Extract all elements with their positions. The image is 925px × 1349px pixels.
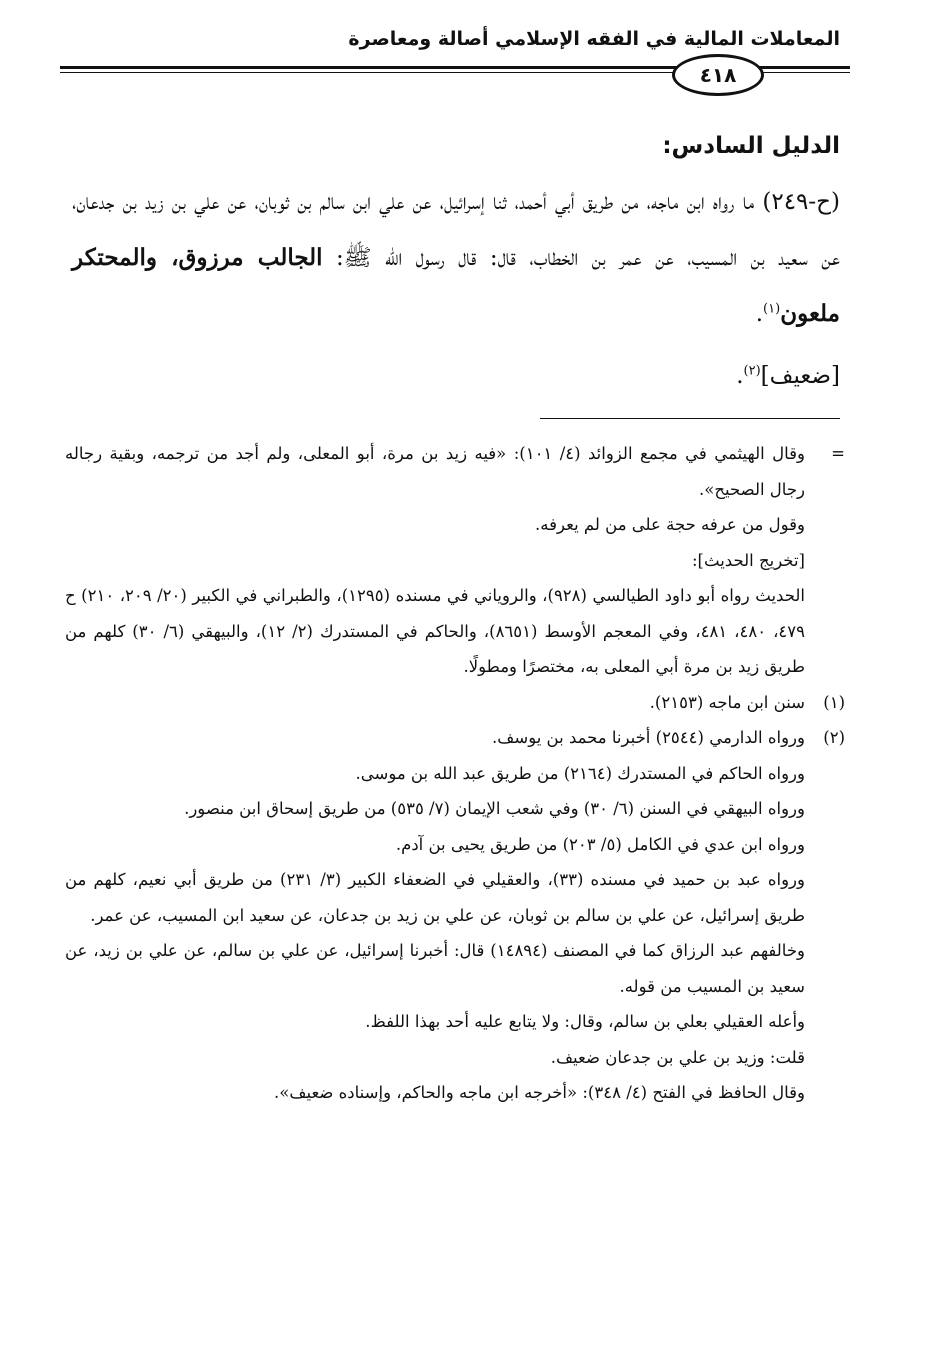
footnote-line: ورواه عبد بن حميد في مسنده (٣٣)، والعقيلي في الضعفاء الكبير (٣/ ٢٣١) من طريق أبي نعيم، كلهم من طريق إسرائيل، عن علي بن سالم بن ثوبان، عن علي بن زيد بن جدعان، عن سعيد ابن المسيب، عن عمر. xyxy=(65,870,805,925)
footnote-2 xyxy=(65,720,845,756)
footnote-line: وأعله العقيلي بعلي بن سالم، وقال: ولا يتابع عليه أحد بهذا اللفظ. xyxy=(365,1012,805,1031)
footnote-line: [تخريج الحديث]: xyxy=(692,550,805,570)
hadith-paragraph xyxy=(72,174,840,342)
footnote-line: وقال الهيثمي في مجمع الزوائد (٤/ ١٠١): «فيه زيد بن مرة، أبو المعلى، ولم أجد من ترجمه، وبقية رجاله رجال الصحيح». xyxy=(65,444,805,499)
grading-end: . xyxy=(736,363,744,389)
footnote-ref-1: (١) xyxy=(763,301,781,317)
book-title: المعاملات المالية في الفقه الإسلامي أصالة ومعاصرة xyxy=(348,28,840,50)
footnote-line: الحديث رواه أبو داود الطيالسي (٩٢٨)، والروياني في مسنده (١٢٩٥)، والطبراني في الكبير (٢٠/ ٢٠٩، ٢١٠) ح ٤٧٩، ٤٨٠، ٤٨١، وفي المعجم الأوسط (٨٦٥١)، والحاكم في المستدرك (٢/ ١٢)، والبيهقي (٦/ ٣٠) كلهم من طريق زيد بن مرة أبي المعلى به، مختصرًا ومطولًا. xyxy=(65,586,806,676)
footnote-line: سنن ابن ماجه (٢١٥٣). xyxy=(649,692,805,712)
hadith-end: . xyxy=(755,301,764,327)
main-text xyxy=(72,118,840,404)
hadith-text: الجالب مرزوق، والمحتكر ملعون xyxy=(72,244,840,327)
footnotes xyxy=(65,436,845,1111)
footnote-line: قلت: وزيد بن علي بن جدعان ضعيف. xyxy=(550,1047,805,1067)
page-number: ٤١٨ xyxy=(672,54,764,96)
grading-line xyxy=(72,348,840,404)
footnote-1-mark: (١) xyxy=(823,692,845,712)
footnote-line: وقول من عرفه حجة على من لم يعرفه. xyxy=(535,515,805,534)
footnote-separator xyxy=(540,418,840,419)
hadith-intro: (ح-٢٤٩) ما رواه ابن ماجه، من طريق أبي أحمد، ثنا إسرائيل، عن علي ابن سالم بن ثوبان، عن علي بن زيد بن جدعان، عن سعيد بن المسيب، عن عمر بن الخطاب، قال: قال رسول الله ﷺ: xyxy=(72,189,840,271)
footnote-2-mark: (٢) xyxy=(823,728,845,747)
footnote-ref-2: (٢) xyxy=(743,363,761,379)
continuation-mark: = xyxy=(831,444,845,463)
footnote-line: وقال الحافظ في الفتح (٤/ ٣٤٨): «أخرجه ابن ماجه والحاكم، وإسناده ضعيف». xyxy=(274,1083,805,1102)
footnote-line: ورواه الحاكم في المستدرك (٢١٦٤) من طريق عبد الله بن موسى. xyxy=(355,763,805,783)
page-header xyxy=(60,22,850,112)
footnote-line: ورواه البيهقي في السنن (٦/ ٣٠) وفي شعب الإيمان (٧/ ٥٣٥) من طريق إسحاق ابن منصور. xyxy=(184,799,805,818)
grading-text: [ضعيف] xyxy=(760,363,840,389)
footnote-1 xyxy=(65,685,845,721)
footnote-line: ورواه ابن عدي في الكامل (٥/ ٢٠٣) من طريق يحيى بن آدم. xyxy=(395,834,805,854)
section-heading: الدليل السادس: xyxy=(662,133,840,159)
footnote-line: وخالفهم عبد الرزاق كما في المصنف (١٤٨٩٤) قال: أخبرنا إسرائيل، عن علي بن سالم، عن علي بن زيد، عن سعيد بن المسيب من قوله. xyxy=(65,941,805,996)
footnote-line: ورواه الدارمي (٢٥٤٤) أخبرنا محمد بن يوسف. xyxy=(492,728,805,747)
footnote-continuation xyxy=(65,436,845,685)
